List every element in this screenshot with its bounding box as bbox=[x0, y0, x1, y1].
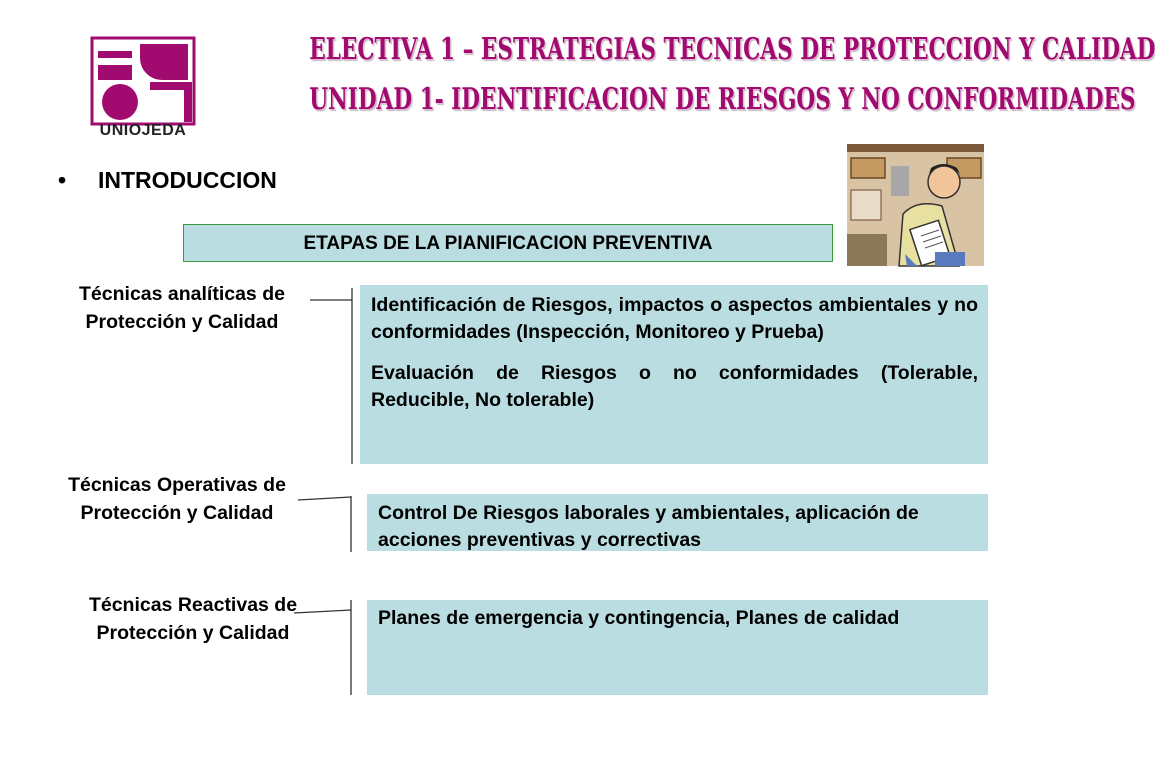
technique-label-analiticas: Técnicas analíticas de Protección y Calidad bbox=[79, 283, 285, 333]
planes-text: Planes de emergencia y contingencia, Planes de calidad bbox=[378, 607, 900, 629]
evaluacion-text: Evaluación de Riesgos o no conformidades (Tolerable, Reducible, No tolerable) bbox=[371, 362, 978, 411]
unit-title: UNIDAD 1- IDENTIFICACION DE RIESGOS Y NO CONFORMIDADES bbox=[309, 82, 1136, 117]
technique-label-operativas: Técnicas Operativas de Protección y Calidad bbox=[68, 474, 286, 524]
technique-label-reactivas: Técnicas Reactivas de Protección y Calidad bbox=[88, 594, 298, 644]
logo-text: UNIOJEDA bbox=[99, 122, 187, 139]
control-text: Control De Riesgos laborales y ambientales, aplicación de acciones preventivas y correctivas bbox=[378, 502, 919, 551]
intro-heading-text: INTRODUCCION bbox=[98, 167, 277, 193]
analiticas-content-box bbox=[360, 285, 988, 464]
course-title: ELECTIVA 1 – ESTRATEGIAS TECNICAS DE PROTECCION Y CALIDAD bbox=[309, 32, 1155, 67]
etapas-heading-box: ETAPAS DE LA PIANIFICACION PREVENTIVA bbox=[183, 224, 833, 262]
identificacion-text: Identificación de Riesgos, impactos o aspectos ambientales y no conformidades (Inspección, Monitoreo y Prueba) bbox=[371, 294, 978, 343]
bullet-icon: • bbox=[58, 167, 67, 193]
operativas-content-box bbox=[367, 494, 988, 551]
reactivas-content-box bbox=[367, 600, 988, 695]
